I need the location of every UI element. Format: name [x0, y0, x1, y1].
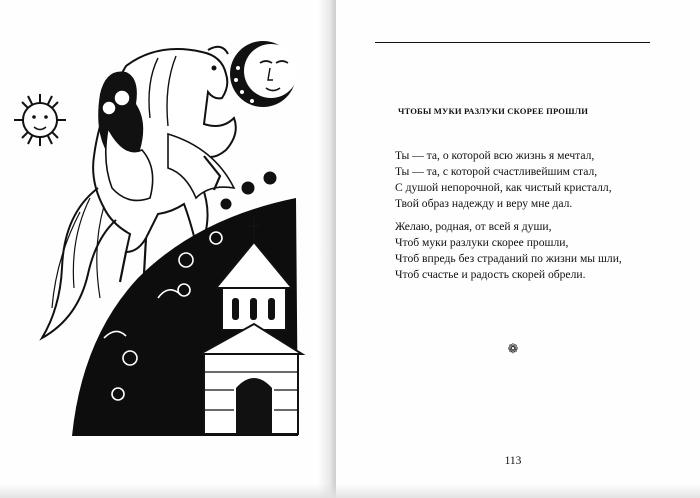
stanza-1: [395, 148, 655, 212]
poem-line: Ты — та, с которой счастливейшим стал,: [395, 165, 598, 178]
poem-line: Ты — та, о которой всю жизнь я мечтал,: [395, 149, 595, 162]
left-sun-icon: [14, 94, 66, 146]
poem-line: Желаю, родная, от всей я души,: [395, 220, 552, 233]
poem-title: ЧТОБЫ МУКИ РАЗЛУКИ СКОРЕЕ ПРОШЛИ: [398, 106, 589, 116]
poem-line: Твой образ надежду и веру мне дал.: [395, 197, 573, 210]
poem-line: Чтоб муки разлуки скорее прошли,: [395, 236, 569, 249]
poem-line: Чтоб счастье и радость скорей обрели.: [395, 268, 586, 281]
moon-face-icon: [230, 41, 298, 107]
poem-line: Чтоб впредь без страданий по жизни мы шли,: [395, 252, 622, 265]
left-page: [0, 0, 336, 498]
ink-illustration: [8, 38, 308, 438]
bottom-shade: [0, 484, 700, 498]
poem-line: С душой непорочной, как чистый кристалл,: [395, 181, 612, 194]
page-number: 113: [504, 455, 522, 467]
stanza-2: [395, 219, 655, 283]
flower-ornament-icon: ❁: [507, 341, 519, 356]
top-rule: [375, 42, 650, 43]
